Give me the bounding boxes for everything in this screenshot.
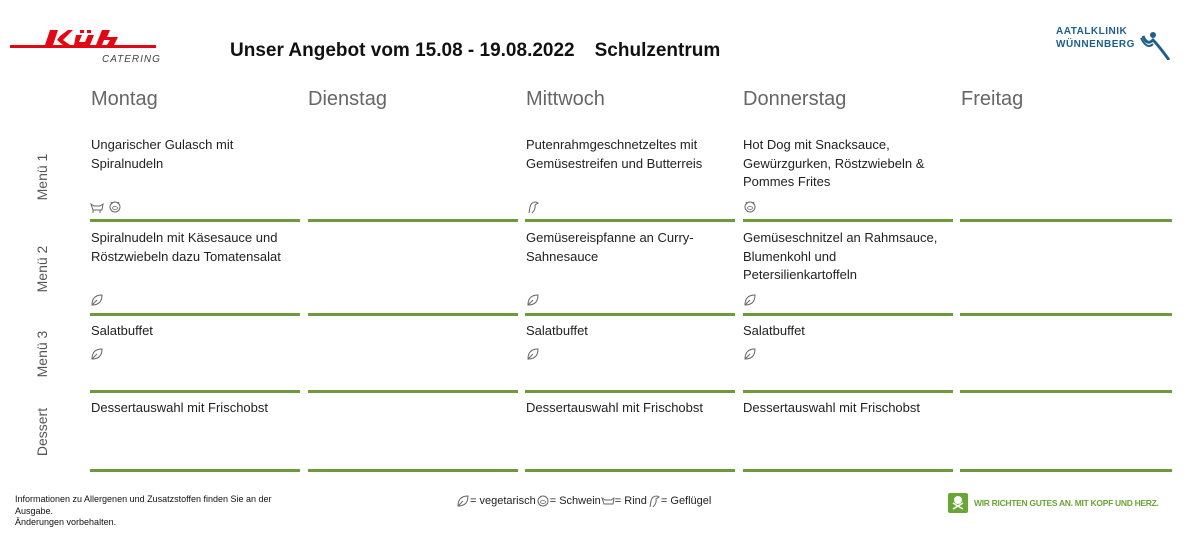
brand-subtitle: CATERING xyxy=(102,54,161,65)
divider-line xyxy=(90,390,300,393)
vegetarian-icon xyxy=(456,494,470,508)
chef-hat-icon xyxy=(948,493,968,513)
beef-icon xyxy=(601,494,615,508)
legend-vegetarian: = vegetarisch xyxy=(470,495,536,507)
divider-line xyxy=(743,313,953,316)
partner-line1: AATALKLINIK xyxy=(1056,26,1128,37)
row-label-menu3: Menü 3 xyxy=(34,330,50,378)
menu1-wednesday: Putenrahmgeschnetzeltes mit Gemüsestreifen und Butterreis xyxy=(526,137,703,171)
vegetarian-icon xyxy=(90,347,104,361)
divider-line xyxy=(743,219,953,222)
divider-line xyxy=(743,469,953,472)
divider-line xyxy=(525,313,735,316)
divider-line xyxy=(525,469,735,472)
menu3-wednesday: Salatbuffet xyxy=(526,323,588,338)
menu2-wednesday: Gemüsereispfanne an Curry-Sahnesauce xyxy=(526,230,694,264)
menu3-thursday: Salatbuffet xyxy=(743,323,805,338)
beef-icon xyxy=(90,200,104,214)
pork-icon xyxy=(108,200,122,214)
legend-beef: = Rind xyxy=(614,495,647,507)
divider-line xyxy=(308,390,518,393)
allergen-info-line2: Änderungen vorbehalten. xyxy=(15,517,117,527)
divider-line xyxy=(743,390,953,393)
divider-line xyxy=(525,390,735,393)
vegetarian-icon xyxy=(526,293,540,307)
day-header-wednesday: Mittwoch xyxy=(526,88,605,110)
row-label-menu1: Menü 1 xyxy=(34,153,50,201)
divider-line xyxy=(90,313,300,316)
vegetarian-icon xyxy=(743,347,757,361)
vegetarian-icon xyxy=(526,347,540,361)
title-text: Unser Angebot vom 15.08 - 19.08.2022 xyxy=(230,40,575,61)
row-label-dessert: Dessert xyxy=(34,407,50,457)
day-header-tuesday: Dienstag xyxy=(308,88,387,110)
divider-line xyxy=(960,219,1172,222)
dessert-wednesday: Dessertauswahl mit Frischobst xyxy=(526,400,703,415)
location-text: Schulzentrum xyxy=(594,40,721,61)
legend-pork: = Schwein xyxy=(549,495,601,507)
partner-emblem-icon xyxy=(1139,26,1173,60)
divider-line xyxy=(960,390,1172,393)
dessert-monday: Dessertauswahl mit Frischobst xyxy=(91,400,268,415)
menu2-thursday: Gemüseschnitzel an Rahmsauce, Blumenkohl und Petersilienkartoffeln xyxy=(743,230,938,282)
legend-poultry: = Geflügel xyxy=(660,495,712,507)
menu1-monday: Ungarischer Gulasch mit Spiralnudeln xyxy=(91,137,234,171)
page-title xyxy=(230,40,720,62)
allergen-info xyxy=(15,494,305,529)
icon-legend xyxy=(456,494,711,508)
menu2-monday: Spiralnudeln mit Käsesauce und Röstzwiebeln dazu Tomatensalat xyxy=(91,230,281,264)
row-label-menu2: Menü 2 xyxy=(34,245,50,293)
allergen-info-line1: Informationen zu Allergenen und Zusatzstoffen finden Sie an der Ausgabe. xyxy=(15,494,272,516)
pork-icon xyxy=(743,200,757,214)
divider-line xyxy=(308,219,518,222)
divider-line xyxy=(960,469,1172,472)
divider-line xyxy=(308,313,518,316)
divider-line xyxy=(90,219,300,222)
vegetarian-icon xyxy=(743,293,757,307)
day-header-friday: Freitag xyxy=(961,88,1024,110)
poultry-icon xyxy=(647,494,661,508)
aatalklinik-logo xyxy=(1056,26,1176,66)
vegetarian-icon xyxy=(90,293,104,307)
poultry-icon xyxy=(526,200,540,214)
day-header-thursday: Donnerstag xyxy=(743,88,847,110)
divider-line xyxy=(308,469,518,472)
pork-icon xyxy=(536,494,550,508)
slogan xyxy=(948,493,1159,513)
partner-line2: WÜNNENBERG xyxy=(1056,39,1135,50)
day-header-monday: Montag xyxy=(91,88,158,110)
menu1-thursday: Hot Dog mit Snacksauce, Gewürzgurken, Röstzwiebeln & Pommes Frites xyxy=(743,137,925,189)
divider-line xyxy=(90,469,300,472)
divider-line xyxy=(960,313,1172,316)
dessert-thursday: Dessertauswahl mit Frischobst xyxy=(743,400,920,415)
slogan-text: WIR RICHTEN GUTES AN. MIT KOPF UND HERZ. xyxy=(974,498,1159,508)
menu3-monday: Salatbuffet xyxy=(91,323,153,338)
divider-line xyxy=(525,219,735,222)
